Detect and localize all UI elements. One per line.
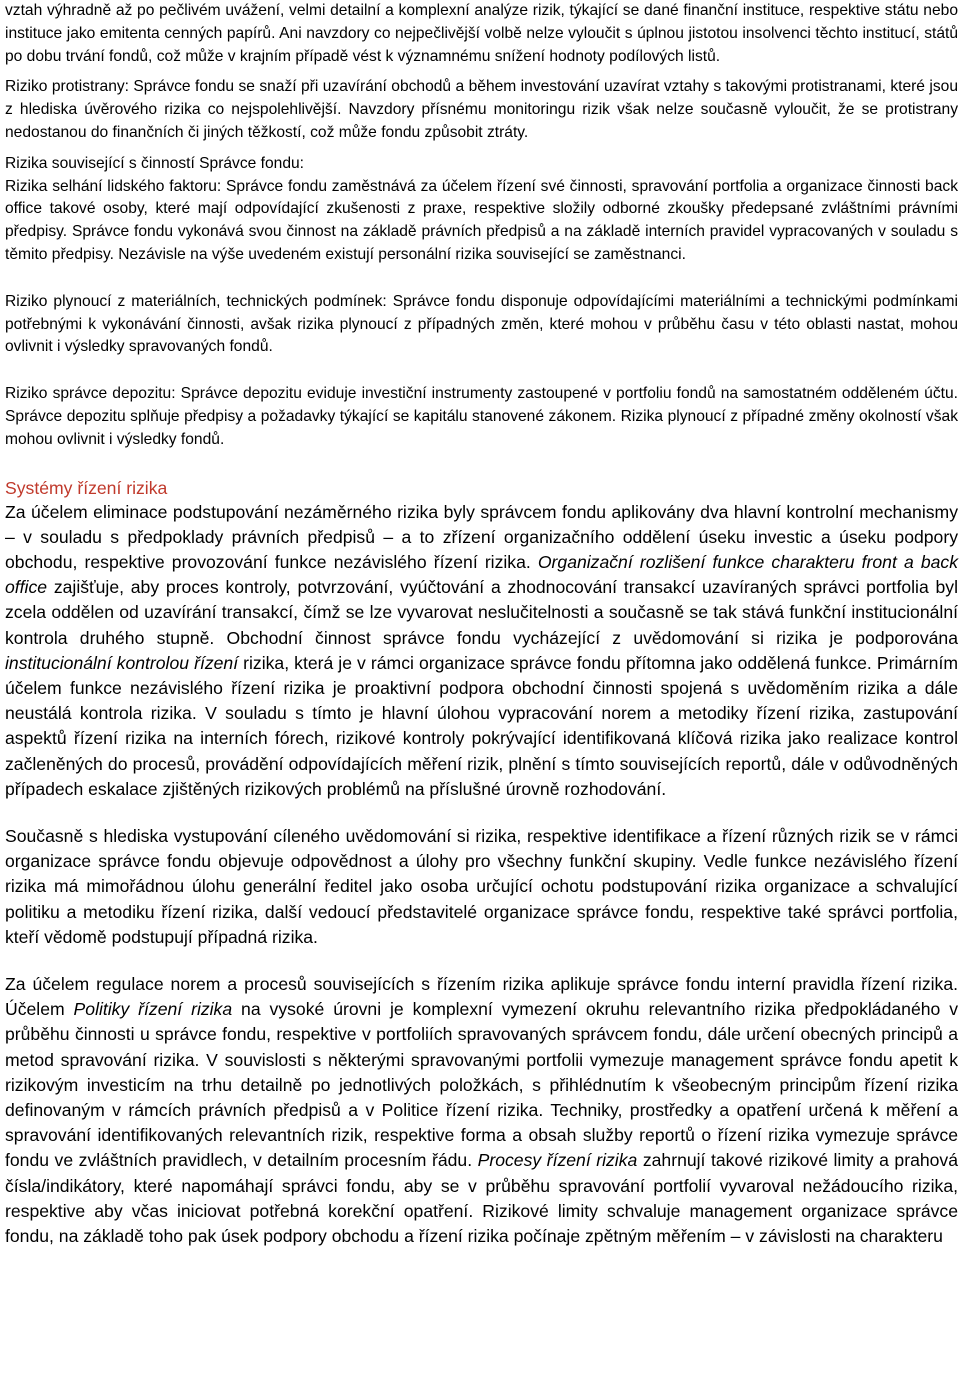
text-run: rizika, která je v rámci organizace správce fondu přítomna jako oddělená funkce. Primárním účelem funkce nezávislého řízení rizika je proaktivní podpora obchodní činnosti spojená s uvědoměním rizika a dále neustálá kontrola rizika. V souladu s tímto je hlavní úlohou vypracování norem a metodiky řízení rizika, zastupování aspektů řízení rizika na interních fórech, rizikové kontroly pokrývající identifikovaná klíčová rizika jako realizace kontrol začleněných do procesů, provádění odpovídajících měření rizik, plnění s tímto souvisejících reportů, dále v odůvodněných případech eskalace zjištěných rizikových problémů na příslušné úrovně rozhodování. [5,652,958,799]
section-heading: Systémy řízení rizika [5,477,168,498]
spacer [5,802,958,824]
spacer [5,359,958,383]
regulation-paragraph [5,972,958,1249]
responsibility-paragraph: Současně s hlediska vystupování cíleného uvědomování si rizika, respektive identifikace a řízení různých rizik se v rámci organizace správce fondu objevuje odpovědnost a úlohy pro všechny funkční skupiny. Vedle funkce nezávislého řízení rizika má mimořádnou úlohu generální ředitel jako osoba určující ochotu podstupování rizika organizace a schvalující politiku a metodiku řízení rizika, další vedoucí představitelé organizace správce fondu, respektive také správci portfolia, kteří vědomě podstupují případná rizika. [5,825,958,947]
text-run: Za účelem regulace norem a procesů souvisejících s řízením rizika aplikuje správce fondu interní pravidla řízení rizika. Účelem [5,974,958,1020]
text-run: zajišťuje, aby proces kontroly, potvrzování, vyúčtování a zhodnocování transakcí uzavíraných správci portfolia byl zcela oddělen od uzavírání transakcí, čímž se lze vyvarovat neslučitelnosti a současně se tak stává funkční institucionální kontrola druhého stupně. Obchodní činnost správce fondu vycházející z uvědomování si rizika je podporována [5,577,958,648]
risk-systems-paragraph [5,500,958,802]
italic-term: Organizační rozlišení funkce charakteru front a back office [5,551,958,598]
spacer [5,267,958,291]
activity-risks-heading: Rizika související s činností Správce fondu: [5,154,305,172]
spacer [5,145,958,153]
human-factor-paragraph: Rizika selhání lidského faktoru: Správce fondu zaměstnává za účelem řízení své činnosti, spravování portfolia a organizace činnosti back office takové osoby, které mají odpovídající zkušenosti z praxe, respektive složily odborné zkoušky předepsané zvláštními právními předpisy. Správce fondu vykonává svou činnost na základě právních předpisů a na základě interních pravidel vypracovaných v souladu s těmito předpisy. Nezávisle na výše uvedeném existují personální rizika související se zaměstnanci. [5,177,958,263]
text-run: zahrnují takové rizikové limity a prahová čísla/indikátory, které napomáhají správci fondu, aby se v průběhu spravování portfolií vyvaroval nežádoucího rizika, respektive aby včas iniciovat potřebná korekční opatření. Rizikové limity schvaluje management organizace správce fondu, na základě toho pak úsek podpory obchodu a řízení rizika počínaje zpětným měřením – v závislosti na charakteru [5,1150,959,1247]
italic-term: institucionální kontrolou řízení [5,652,239,673]
spacer [5,950,958,972]
spacer [5,68,958,76]
spacer [5,452,958,476]
text-run: na vysoké úrovni je komplexní vymezení okruhu relevantního rizika předpokládaného v průběhu činnosti u správce fondu, respektive v portfoliích spravovaných správcem fondu, dále určení obecných principů a metod spravování rizika. V souvislosti s některými spravovanými portfolii vymezuje management správce fondu apetit k rizikovým investicím na trhu detailně po jednotlivých položkách, s přihlédnutím k všeobecným principům řízení rizika definovaným v rámcích právních předpisů a v Politice řízení rizika. Techniky, prostředky a opatření určená k měření a spravování identifikovaných relevantních rizik, respektive forma a obsah služby reportů o řízení rizika vymezuje správce fondu ve zvláštních pravidlech, v detailním procesním řádu. [5,999,958,1171]
intro-paragraph: vztah výhradně až po pečlivém uvážení, velmi detailní a komplexní analýze rizik, týkající se dané finanční instituce, respektive státu nebo instituce jako emitenta cenných papírů. Ani navzdory co nejpečlivější volbě nelze vyloučit s úplnou jistotou insolvenci těchto institucí, států po dobu trvání fondů, což může v krajním případě vést k významnému snížení hodnoty podílových listů. [5,2,958,65]
depository-risk-paragraph: Riziko správce depozitu: Správce depozitu eviduje investiční instrumenty zastoupené v portfoliu fondů na samostatném odděleném účtu. Správce depozitu splňuje předpisy a požadavky týkající se kapitálu stanovené zákonem. Rizika plynoucí z případné změny okolností však mohou ovlivnit i výsledky fondů. [5,385,958,448]
counterparty-risk-paragraph: Riziko protistrany: Správce fondu se snaží při uzavírání obchodů a během investování uzavírat vztahy s takovými protistranami, které jsou z hlediska úvěrového rizika co nejspolehlivější. Navzdory přísnému monitoringu rizik však nelze současně vyloučit, že se protistrany nedostanou do finančních či jiných těžkostí, což může fondu způsobit ztráty. [5,78,958,141]
italic-term: Politiky řízení rizika [73,999,233,1020]
italic-term: Procesy řízení rizika [477,1150,638,1171]
text-run: Za účelem eliminace podstupování nezáměrného rizika byly správcem fondu aplikovány dva hlavní kontrolní mechanismy – v souladu s předpoklady právních předpisů – a to zřízení organizačního oddělení úseku investic a úseku podpory obchodu, respektive provozování funkce nezávislého řízení rizika. [5,501,958,572]
material-conditions-paragraph: Riziko plynoucí z materiálních, technických podmínek: Správce fondu disponuje odpovídajícími materiálními a technickými podmínkami potřebnými k vykonávání činnosti, avšak rizika plynoucí z případných změn, které mohou v průběhu času v této oblasti nastat, mohou ovlivnit i výsledky spravovaných fondů. [5,292,958,356]
